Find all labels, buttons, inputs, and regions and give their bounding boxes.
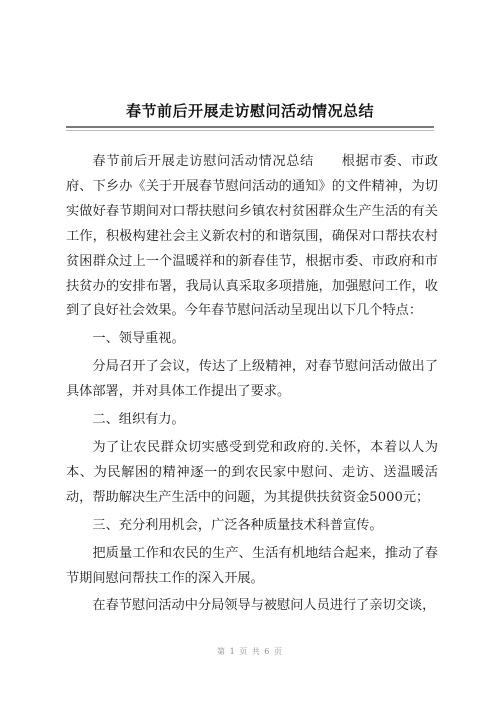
paragraph-organization: 为了让农民群众切实感受到党和政府的.关怀，本着以人为本、为民解困的精神逐一的到农民家中慰问、走访、送温暖活动，帮助解决生产生活中的问题，为其提供扶贫资金5000元； (66, 439, 438, 505)
paragraph-leadership: 分局召开了会议，传达了上级精神，对春节慰问活动做出了具体部署，并对具体工作提出了要求。 (66, 359, 438, 400)
title-divider-thick (66, 126, 434, 128)
heading-publicity: 三、充分利用机会，广泛各种质量技术科普宣传。 (92, 517, 383, 533)
paragraph-publicity: 把质量工作和农民的生产、生活有机地结合起来，推动了春节期间慰问帮扶工作的深入开展。 (66, 545, 438, 586)
heading-leadership: 一、领导重视。 (92, 331, 185, 347)
title-divider-thin (66, 130, 434, 131)
paragraph-intro: 春节前后开展走访慰问活动情况总结 根据市委、市政府、下乡办《关于开展春节慰问活动的通知》的文件精神，为切实做好春节期间对口帮扶慰问乡镇农村贫困群众生产生活的有关工作，积极构建社会主义新农村的和谐氛围，确保对口帮扶农村贫困群众过上一个温暖祥和的新春佳节，根据市委、市政府和市扶贫办的安排布署，我局认真采取多项措施，加强慰问工作，收到了良好社会效果。今年春节慰问活动呈现出以下几个特点： (66, 154, 438, 319)
page-number-footer: 第 1 页 共 6 页 (217, 647, 283, 656)
document-body (66, 150, 438, 622)
heading-organization: 二、组织有力。 (92, 412, 185, 428)
document-title: 春节前后开展走访慰问活动情况总结 (125, 102, 374, 120)
paragraph-conversation: 在春节慰问活动中分局领导与被慰问人员进行了亲切交谈， (92, 598, 436, 614)
